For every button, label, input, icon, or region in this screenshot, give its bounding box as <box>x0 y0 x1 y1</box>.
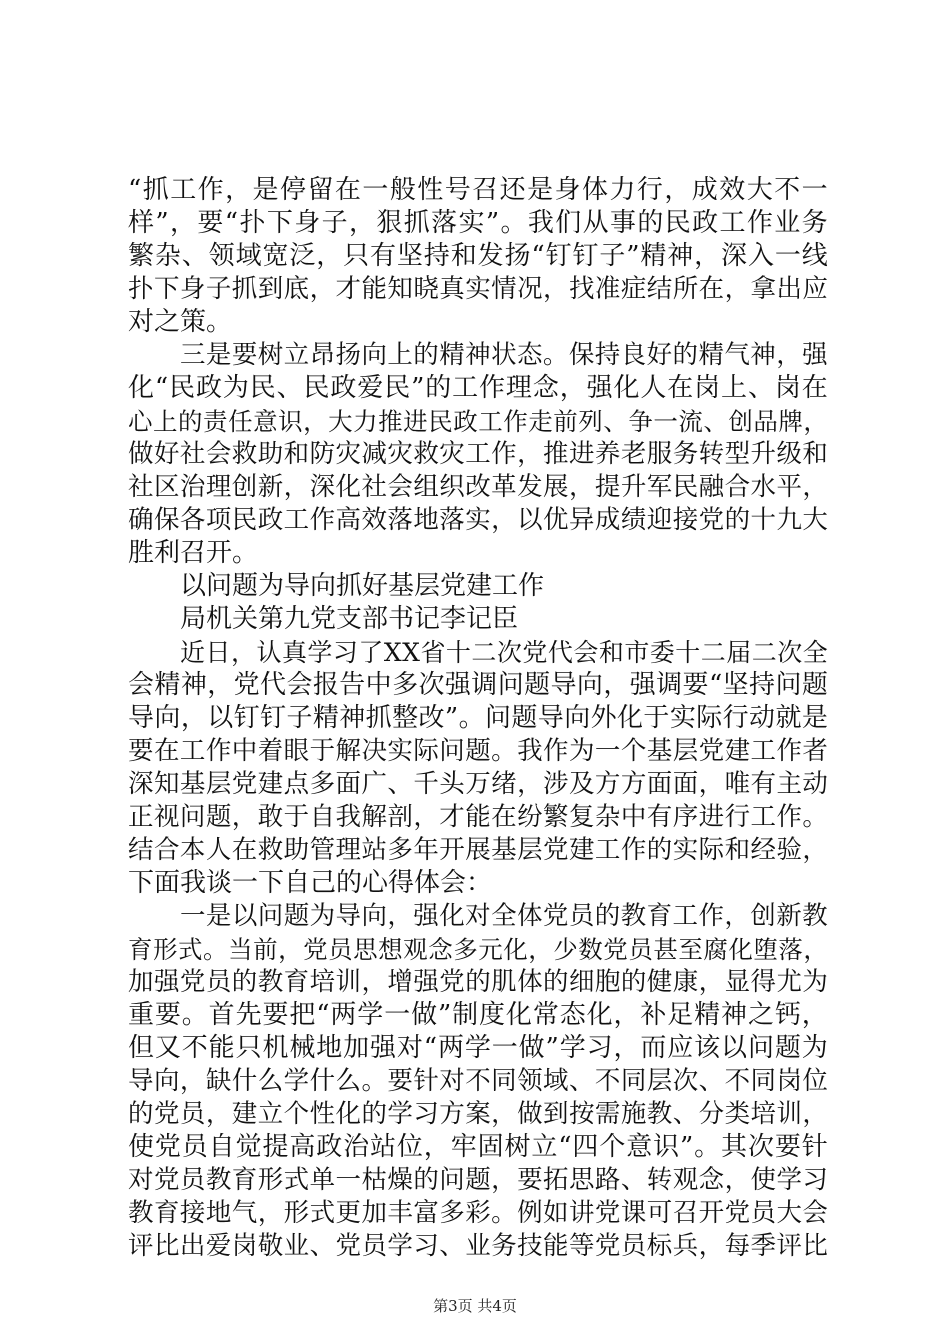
text-line: 确 保 各 项 民 政 工 作 高 效 落 地 落 实 ， 以 优 异 成 绩 迎 接 党 的 十 九 大 <box>128 505 828 535</box>
text-line: 要 在 工 作 中 着 眼 于 解 决 实 际 问 题 。 我 作 为 一 个 基 层 党 建 工 作 者 <box>128 736 828 766</box>
text-line: “ 抓 工 作 ， 是 停 留 在 一 般 性 号 召 还 是 身 体 力 行 ， 成 效 大 不 一 <box>128 175 828 205</box>
text-line: 社 区 治 理 创 新 ， 深 化 社 会 组 织 改 革 发 展 ， 提 升 军 民 融 合 水 平 ， <box>128 472 828 502</box>
text-line: 导 向 ， 缺 什 么 学 什 么 。 要 针 对 不 同 领 域 、 不 同 层 次 、 不 同 岗 位 <box>128 1066 828 1096</box>
text-line: 教 育 接 地 气 ， 形 式 更 加 丰 富 多 彩 。 例 如 讲 党 课 可 召 开 党 员 大 会 <box>128 1198 828 1228</box>
text-line: 近 日 ， 认 真 学 习 了 X X 省 十 二 次 党 代 会 和 市 委 十 二 届 二 次 全 <box>180 638 828 667</box>
text-line: 扑 下 身 子 抓 到 底 ， 才 能 知 晓 真 实 情 况 ， 找 准 症 结 所 在 ， 拿 出 应 <box>128 274 828 304</box>
document-body <box>128 174 828 1263</box>
text-line: 重 要 。 首 先 要 把 “ 两 学 一 做 ” 制 度 化 常 态 化 ， 补 足 精 神 之 钙 ， <box>128 1000 828 1030</box>
text-line: 结 合 本 人 在 救 助 管 理 站 多 年 开 展 基 层 党 建 工 作 的 实 际 和 经 验 ， <box>128 835 828 865</box>
text-line: 以问题为导向抓好基层党建工作 <box>180 571 545 601</box>
text-line: 导 向 ， 以 钉 钉 子 精 神 抓 整 改 ” 。 问 题 导 向 外 化 于 实 际 行 动 就 是 <box>128 703 828 733</box>
text-line: 样 ” ， 要 “ 扑 下 身 子 ， 狠 抓 落 实 ” 。 我 们 从 事 的 民 政 工 作 业 务 <box>128 208 828 238</box>
text-line: 繁 杂 、 领 域 宽 泛 ， 只 有 坚 持 和 发 扬 “ 钉 钉 子 ” 精 神 ， 深 入 一 线 <box>128 241 828 271</box>
text-line: 做 好 社 会 救 助 和 防 灾 减 灾 救 灾 工 作 ， 推 进 养 老 服 务 转 型 升 级 和 <box>128 439 828 469</box>
text-line: 使 党 员 自 觉 提 高 政 治 站 位 ， 牢 固 树 立 “ 四 个 意 识 ” 。 其 次 要 针 <box>128 1132 828 1162</box>
text-line: 深 知 基 层 党 建 点 多 面 广 、 千 头 万 绪 ， 涉 及 方 方 面 面 ， 唯 有 主 动 <box>128 769 828 799</box>
text-line: 评 比 出 爱 岗 敬 业 、 党 员 学 习 、 业 务 技 能 等 党 员 标 兵 ， 每 季 评 比 <box>128 1231 828 1261</box>
text-line: 一 是 以 问 题 为 导 向 ， 强 化 对 全 体 党 员 的 教 育 工 作 ， 创 新 教 <box>180 901 828 931</box>
page-footer: 第3页 共4页 <box>433 1297 517 1315</box>
text-line: 心 上 的 责 任 意 识 ， 大 力 推 进 民 政 工 作 走 前 列 、 争 一 流 、 创 品 牌 ， <box>128 407 828 436</box>
text-line: 胜利召开。 <box>128 538 259 568</box>
text-line: 局机关第九党支部书记李记臣 <box>180 604 519 634</box>
text-line: 正 视 问 题 ， 敢 于 自 我 解 剖 ， 才 能 在 纷 繁 复 杂 中 有 序 进 行 工 作 。 <box>128 802 828 832</box>
text-line: 加 强 党 员 的 教 育 培 训 ， 增 强 党 的 肌 体 的 细 胞 的 健 康 ， 显 得 尤 为 <box>128 967 828 997</box>
text-line: 三 是 要 树 立 昂 扬 向 上 的 精 神 状 态 。 保 持 良 好 的 精 气 神 ， 强 <box>180 340 828 370</box>
text-line: 对之策。 <box>128 307 233 337</box>
text-line: 但 又 不 能 只 机 械 地 加 强 对 “ 两 学 一 做 ” 学 习 ， 而 应 该 以 问 题 为 <box>128 1033 828 1063</box>
text-line: 的 党 员 ， 建 立 个 性 化 的 学 习 方 案 ， 做 到 按 需 施 教 、 分 类 培 训 ， <box>128 1099 828 1129</box>
text-line: 会 精 神 ， 党 代 会 报 告 中 多 次 强 调 问 题 导 向 ， 强 调 要 “ 坚 持 问 题 <box>128 670 828 700</box>
text-line: 化 “ 民 政 为 民 、 民 政 爱 民 ” 的 工 作 理 念 ， 强 化 人 在 岗 上 、 岗 在 <box>128 373 828 403</box>
text-line: 对 党 员 教 育 形 式 单 一 枯 燥 的 问 题 ， 要 拓 思 路 、 转 观 念 ， 使 学 习 <box>128 1165 828 1195</box>
text-line: 育 形 式 。 当 前 ， 党 员 思 想 观 念 多 元 化 ， 少 数 党 员 甚 至 腐 化 堕 落 ， <box>128 935 828 964</box>
text-line: 下面我谈一下自己的心得体会： <box>128 868 493 898</box>
